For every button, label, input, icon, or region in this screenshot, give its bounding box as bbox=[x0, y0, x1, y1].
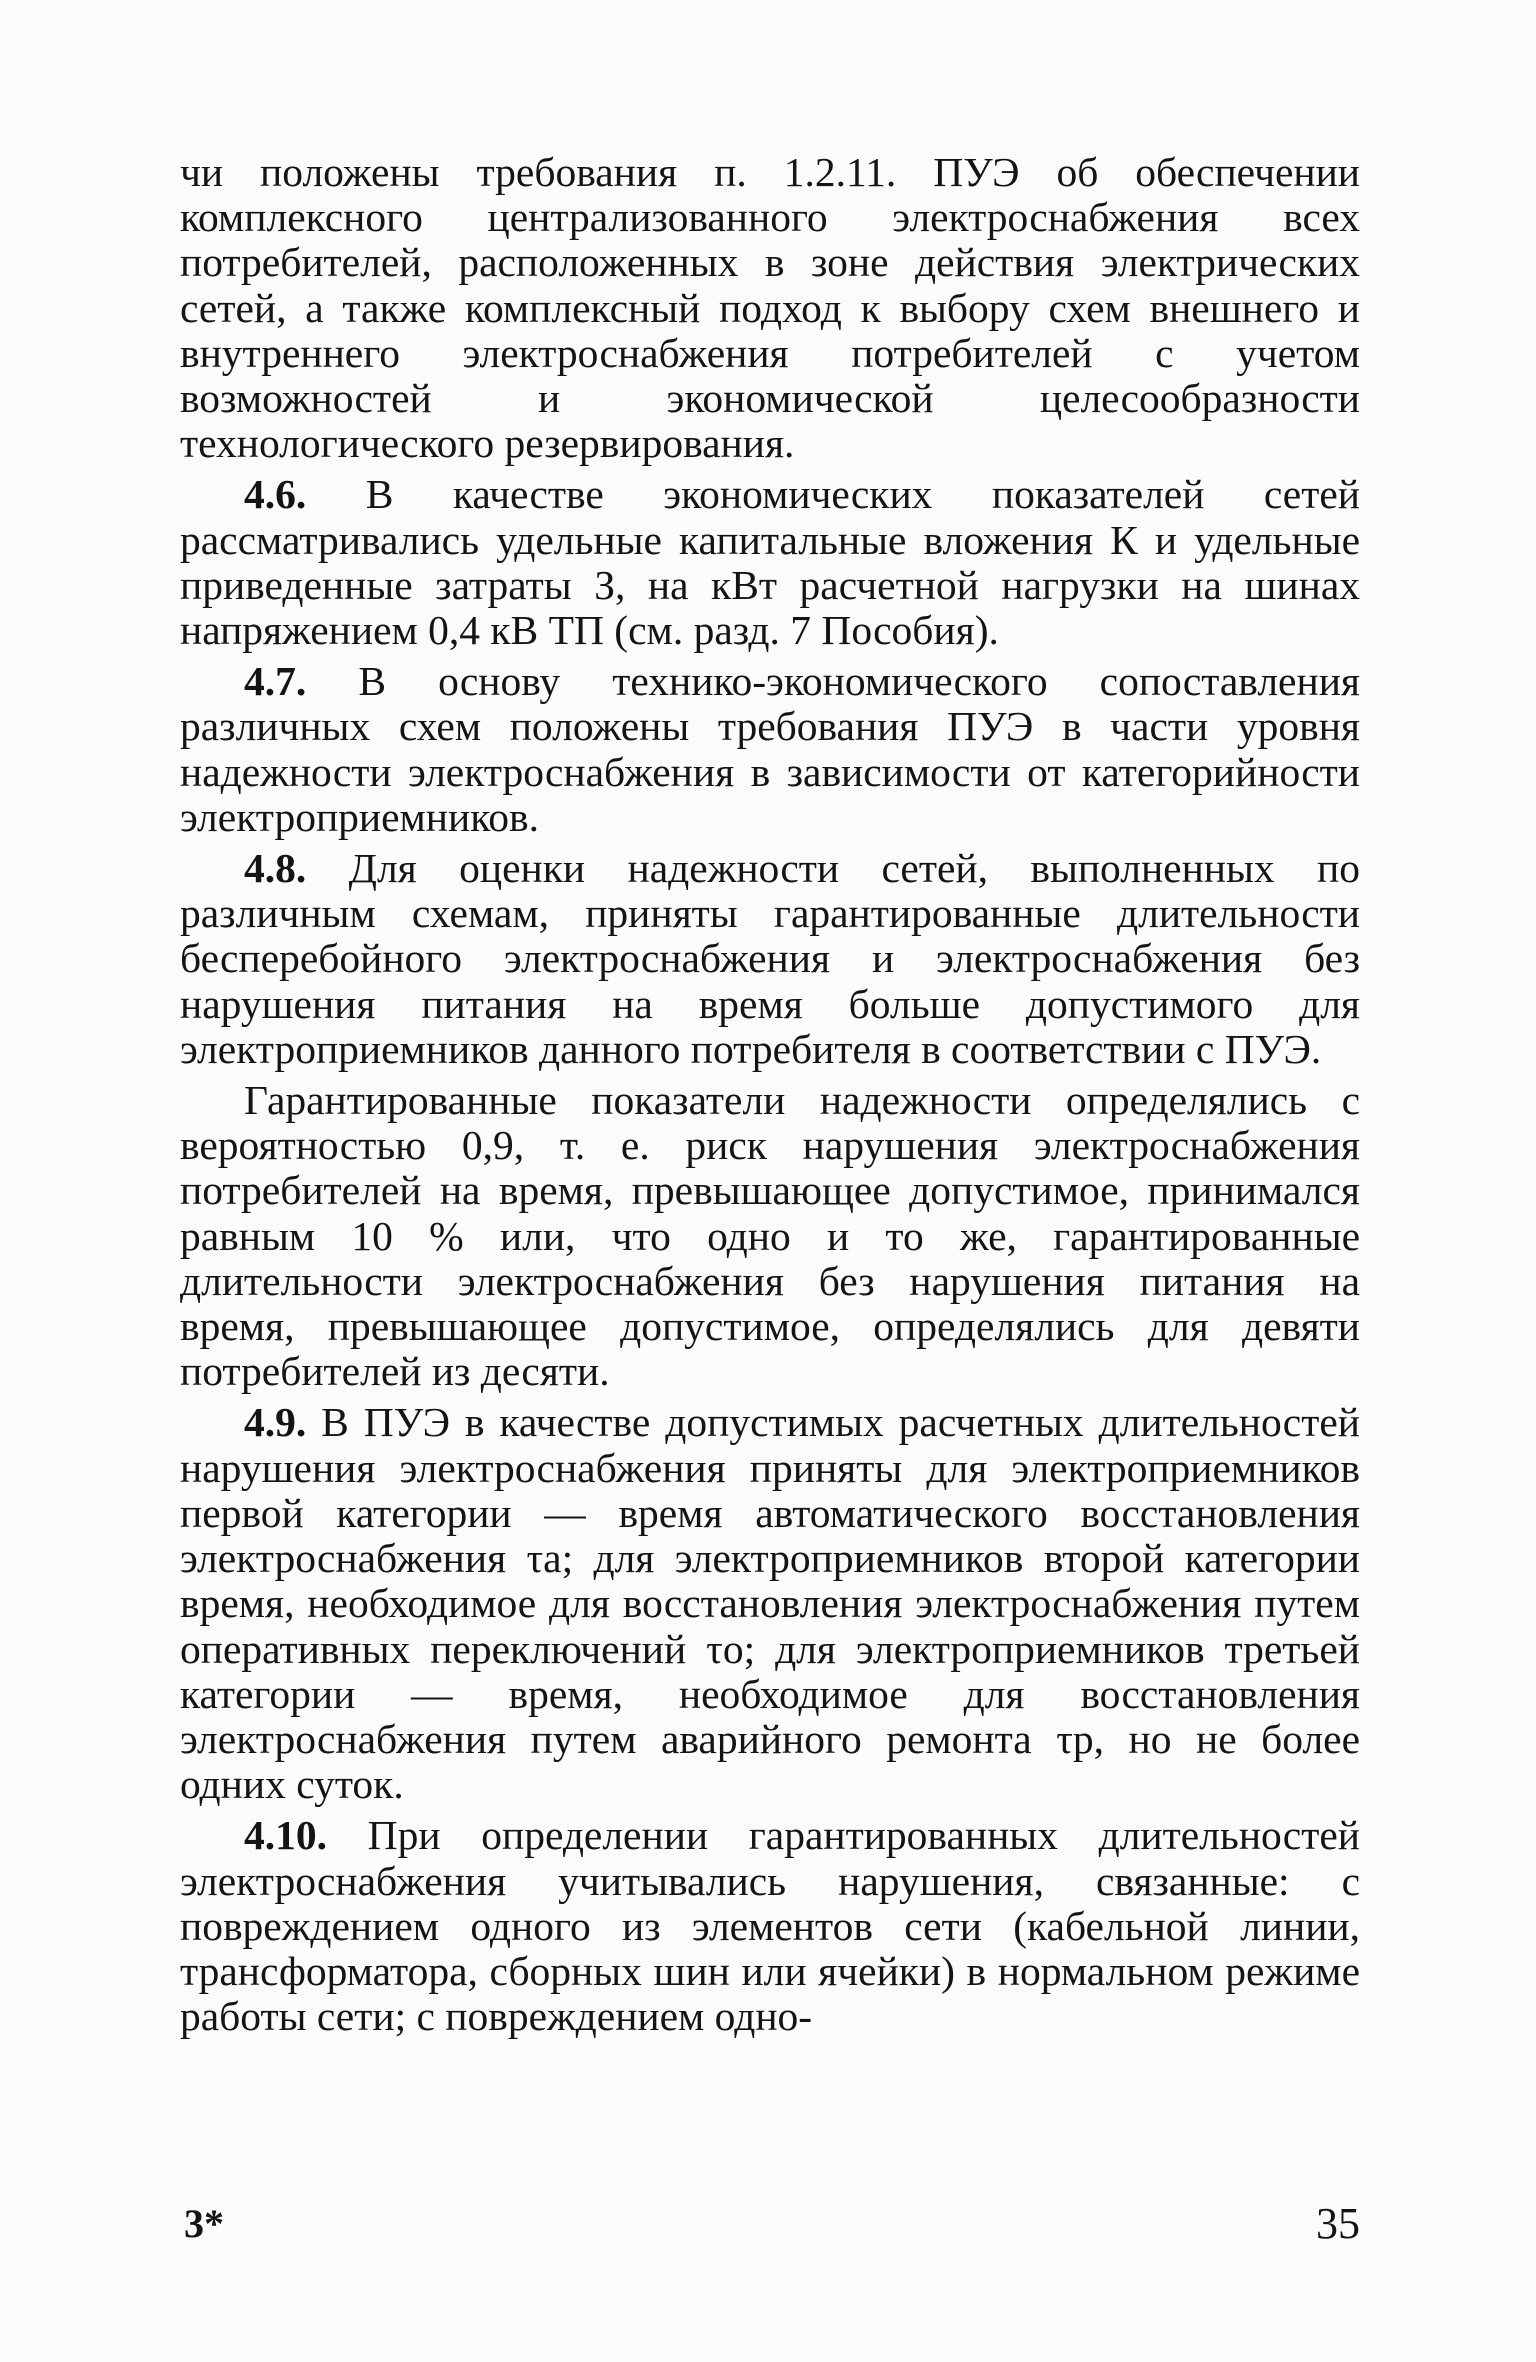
paragraph-text: При определении гарантированных длительностей электроснабжения учитывались нарушения, связанные: с повреждением одного из элементов сети (кабельной линии, трансформатора, сборных шин или ячейки) в нормальном режиме работы сети; с повреждением одно- bbox=[180, 1812, 1360, 2040]
paragraph-4-6 bbox=[180, 472, 1360, 653]
paragraph-text: В ПУЭ в качестве допустимых расчетных длительностей нарушения электроснабжения приняты для электроприемников первой категории — время автоматического восстановления электроснабжения τа; для электроприемников второй категории время, необходимое для восстановления электроснабжения путем оперативных переключений τо; для электроприемников третьей категории — время, необходимое для восстановления электроснабжения путем аварийного ремонта τр, но не более одних суток. bbox=[180, 1399, 1360, 1808]
paragraph-number: 4.10. bbox=[244, 1812, 327, 1859]
paragraph-4-10 bbox=[180, 1813, 1360, 2039]
paragraph-number: 4.8. bbox=[244, 845, 307, 892]
paragraph-4-8 bbox=[180, 846, 1360, 1072]
paragraph-text: Гарантированные показатели надежности определялись с вероятностью 0,9, т. е. риск нарушения электроснабжения потребителей на время, превышающее допустимое, принимался равным 10 % или, что одно и то же, гарантированные длительности электроснабжения без нарушения питания на время, превышающее допустимое, определялись для девяти потребителей из десяти. bbox=[180, 1077, 1360, 1395]
body-text bbox=[180, 150, 1360, 2045]
paragraph-text: чи положены требования п. 1.2.11. ПУЭ об обеспечении комплексного централизованного электроснабжения всех потребителей, расположенных в зоне действия электрических сетей, а также комплексный подход к выбору схем внешнего и внутреннего электроснабжения потребителей с учетом возможностей и экономической целесообразности технологического резервирования. bbox=[180, 149, 1360, 467]
paragraph-number: 4.9. bbox=[244, 1399, 307, 1446]
paragraph-continuation bbox=[180, 150, 1360, 466]
paragraph-text: Для оценки надежности сетей, выполненных по различным схемам, приняты гарантированные длительности бесперебойного электроснабжения и электроснабжения без нарушения питания на время больше допустимого для электроприемников данного потребителя в соответствии с ПУЭ. bbox=[180, 845, 1360, 1072]
paragraph-reliability bbox=[180, 1078, 1360, 1394]
paragraph-number: 4.7. bbox=[244, 658, 307, 705]
signature-mark: 3* bbox=[184, 2201, 224, 2246]
paragraph-text: В качестве экономических показателей сетей рассматривались удельные капитальные вложения К и удельные приведенные затраты З, на кВт расчетной нагрузки на шинах напряжением 0,4 кВ ТП (см. разд. 7 Пособия). bbox=[180, 471, 1360, 654]
paragraph-text: В основу технико-экономического сопоставления различных схем положены требования ПУЭ в части уровня надежности электроснабжения в зависимости от категорийности электроприемников. bbox=[180, 658, 1360, 840]
paragraph-4-7 bbox=[180, 659, 1360, 840]
page-number: 35 bbox=[1316, 2199, 1360, 2248]
paragraph-4-9 bbox=[180, 1400, 1360, 1807]
paragraph-number: 4.6. bbox=[244, 471, 307, 518]
